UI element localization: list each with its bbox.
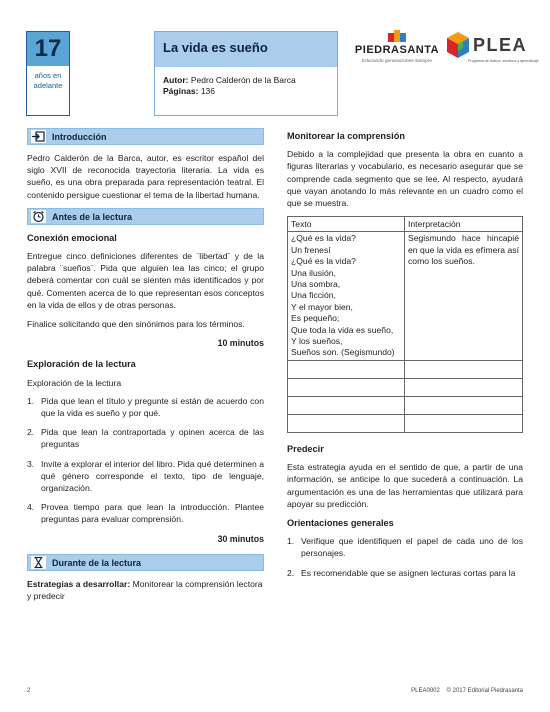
table-row: [288, 232, 523, 360]
list-item: [287, 567, 523, 579]
author-name: Pedro Calderón de la Barca: [190, 75, 296, 85]
empty-cell: [405, 378, 523, 396]
table-header-row: [288, 217, 523, 232]
list-text: Invite a explorar el interior del libro. Pida qué determinen a qué género corresponde el texto, tipo de lenguaje, organización.: [41, 458, 264, 494]
table-header-text: Texto: [288, 217, 405, 232]
list-item: [27, 426, 264, 450]
empty-cell: [288, 378, 405, 396]
list-item: [27, 395, 264, 419]
section-intro-title: Introducción: [52, 132, 107, 142]
age-label-line2: adelante: [33, 81, 63, 90]
piedrasanta-mark-icon: [388, 30, 406, 42]
poem-line: Es pequeño;: [291, 313, 340, 324]
list-item: [27, 458, 264, 495]
monitor-heading: Monitorear la comprensión: [287, 131, 405, 141]
age-label-line1: años en: [34, 71, 62, 80]
duration-10: 10 minutos: [217, 338, 264, 349]
section-before-title: Antes de la lectura: [52, 211, 133, 222]
plea-tagline: Programa de lectura, escritura y aprendizaje: [468, 59, 539, 63]
orientations-heading: Orientaciones generales: [287, 517, 394, 528]
table-row-empty: [288, 378, 523, 396]
poem-line: Un frenesí: [291, 244, 331, 255]
strategies-value: Monitorear la comprensión lectora y predecir: [27, 578, 263, 602]
plea-cube-icon: [446, 31, 470, 59]
predict-text: Esta estrategia ayuda en el sentido de que, a partir de una información, se anticipe lo que sucederá a continuación. La argumentación es una de las herramientas que utilizará para apoyar su predicción.: [287, 462, 523, 509]
right-column: [287, 128, 523, 586]
pages-label: Páginas:: [163, 86, 199, 96]
empty-cell: [405, 414, 523, 432]
author-line: [163, 75, 329, 86]
emotional-connection-text: Entregue cinco definiciones diferentes de ¨libertad¨ y de la palabra ¨sueños¨. Pida que alguien lea las cinco; el grupo deberá comentar con cuál se sienten más identificados y por qué. Comenten acerca de lo que representan esos conceptos en la vida de ellos y de otras personas.: [27, 251, 264, 310]
predict-heading: Predecir: [287, 443, 324, 454]
poem-line: ¿Qué es la vida?: [291, 233, 356, 244]
list-number: 3.: [27, 458, 35, 469]
age-badge: [26, 31, 70, 116]
poem-line: Una ilusión,: [291, 267, 336, 278]
section-during-bar: [27, 554, 264, 571]
alarm-clock-icon: [31, 210, 46, 223]
footer-copyright: © 2017 Editorial Piedrasanta: [446, 688, 523, 694]
strategies-label: Estrategias a desarrollar:: [27, 578, 131, 589]
table-header-interpretation: Interpretación: [405, 217, 523, 232]
poem-line: Y los sueños,: [291, 336, 343, 347]
table-row-empty: [288, 414, 523, 432]
list-number: 2.: [287, 567, 295, 578]
empty-cell: [288, 414, 405, 432]
pages-count: 136: [200, 86, 215, 96]
emotional-connection-heading: Conexión emocional: [27, 232, 117, 243]
poem-line: ¿Qué es la vida?: [291, 256, 356, 267]
empty-cell: [288, 396, 405, 414]
list-number: 4.: [27, 502, 35, 513]
piedrasanta-tagline: Educando generaciones siempre: [361, 59, 433, 64]
list-number: 2.: [27, 427, 35, 438]
footer-credits: [411, 688, 523, 694]
book-meta: [155, 67, 337, 97]
exploration-subtitle: Exploración de la lectura: [27, 377, 122, 388]
piedrasanta-name: PIEDRASANTA: [354, 44, 440, 56]
list-text: Pida que lean el título y pregunte si están de acuerdo con que la vida es sueño y por qué.: [41, 395, 264, 419]
poem-line: Una sombra,: [291, 279, 341, 290]
age-number: 17: [27, 32, 69, 66]
hourglass-icon: [31, 556, 46, 569]
poem-line: Sueños son. (Segismundo): [291, 347, 395, 358]
plea-name: PLEA: [473, 35, 528, 55]
book-title: La vida es sueño: [155, 32, 337, 67]
monitor-text: Debido a la complejidad que presenta la obra en cuanto a figuras literarias y vocabulario, es necesario asegurar que se comprende cada segmento que se lee. Al respecto, ayudará que vayan anotando lo más relevante en un cuadro como el que se muestra.: [287, 149, 523, 209]
exploration-list: [27, 395, 264, 526]
duration-30: 30 minutos: [217, 533, 264, 544]
section-intro-bar: [27, 128, 264, 145]
author-label: Autor:: [163, 75, 189, 85]
comprehension-table: [287, 216, 523, 433]
table-row-empty: [288, 360, 523, 378]
section-during-title: Durante de la lectura: [52, 557, 142, 568]
poem-line: Y el mayor bien,: [291, 301, 353, 312]
plea-logo: [446, 31, 539, 71]
poem-cell: [288, 232, 405, 360]
footer-code: PLEA0002: [411, 688, 440, 694]
poem-line: Una ficción,: [291, 290, 336, 301]
strategies-text: [27, 578, 264, 602]
list-item: [27, 501, 264, 525]
list-number: 1.: [287, 536, 295, 547]
list-number: 1.: [27, 395, 35, 406]
empty-cell: [405, 360, 523, 378]
list-text: Es recomendable que se asignen lecturas cortas para la: [301, 567, 516, 578]
empty-cell: [288, 360, 405, 378]
list-text: Provea tiempo para que lean la introducción. Plantee preguntas para evaluar comprensión.: [41, 502, 264, 525]
pages-line: [163, 86, 329, 97]
exploration-heading: Exploración de la lectura: [27, 359, 136, 370]
left-column: [27, 128, 264, 609]
book-arrow-icon: [31, 130, 46, 143]
list-text: Pida que lean la contraportada y opinen acerca de las preguntas: [41, 427, 264, 450]
page-number: 2: [27, 688, 31, 694]
table-row-empty: [288, 396, 523, 414]
orientations-list: [287, 535, 523, 579]
piedrasanta-logo: [352, 30, 442, 74]
book-header: [154, 31, 338, 116]
synonyms-text: Finalice solicitando que den sinónimos para los términos.: [27, 319, 245, 330]
empty-cell: [405, 396, 523, 414]
list-item: [287, 535, 523, 559]
poem-line: Que toda la vida es sueño,: [291, 324, 394, 335]
list-text: Verifique que identifiquen el papel de cada uno de los personajes.: [301, 536, 523, 559]
intro-text: Pedro Calderón de la Barca, autor, es escritor español del siglo XVII de reconocida trayectoria literaria. La vida es sueño, es una obra preparada para representación teatral. El contenido persigue cuestionar el tema de la libertad humana.: [27, 153, 264, 200]
section-before-bar: [27, 208, 264, 225]
interpretation-cell: Segismundo hace hincapié en que la vida es efímera así como los sueños.: [405, 232, 523, 360]
